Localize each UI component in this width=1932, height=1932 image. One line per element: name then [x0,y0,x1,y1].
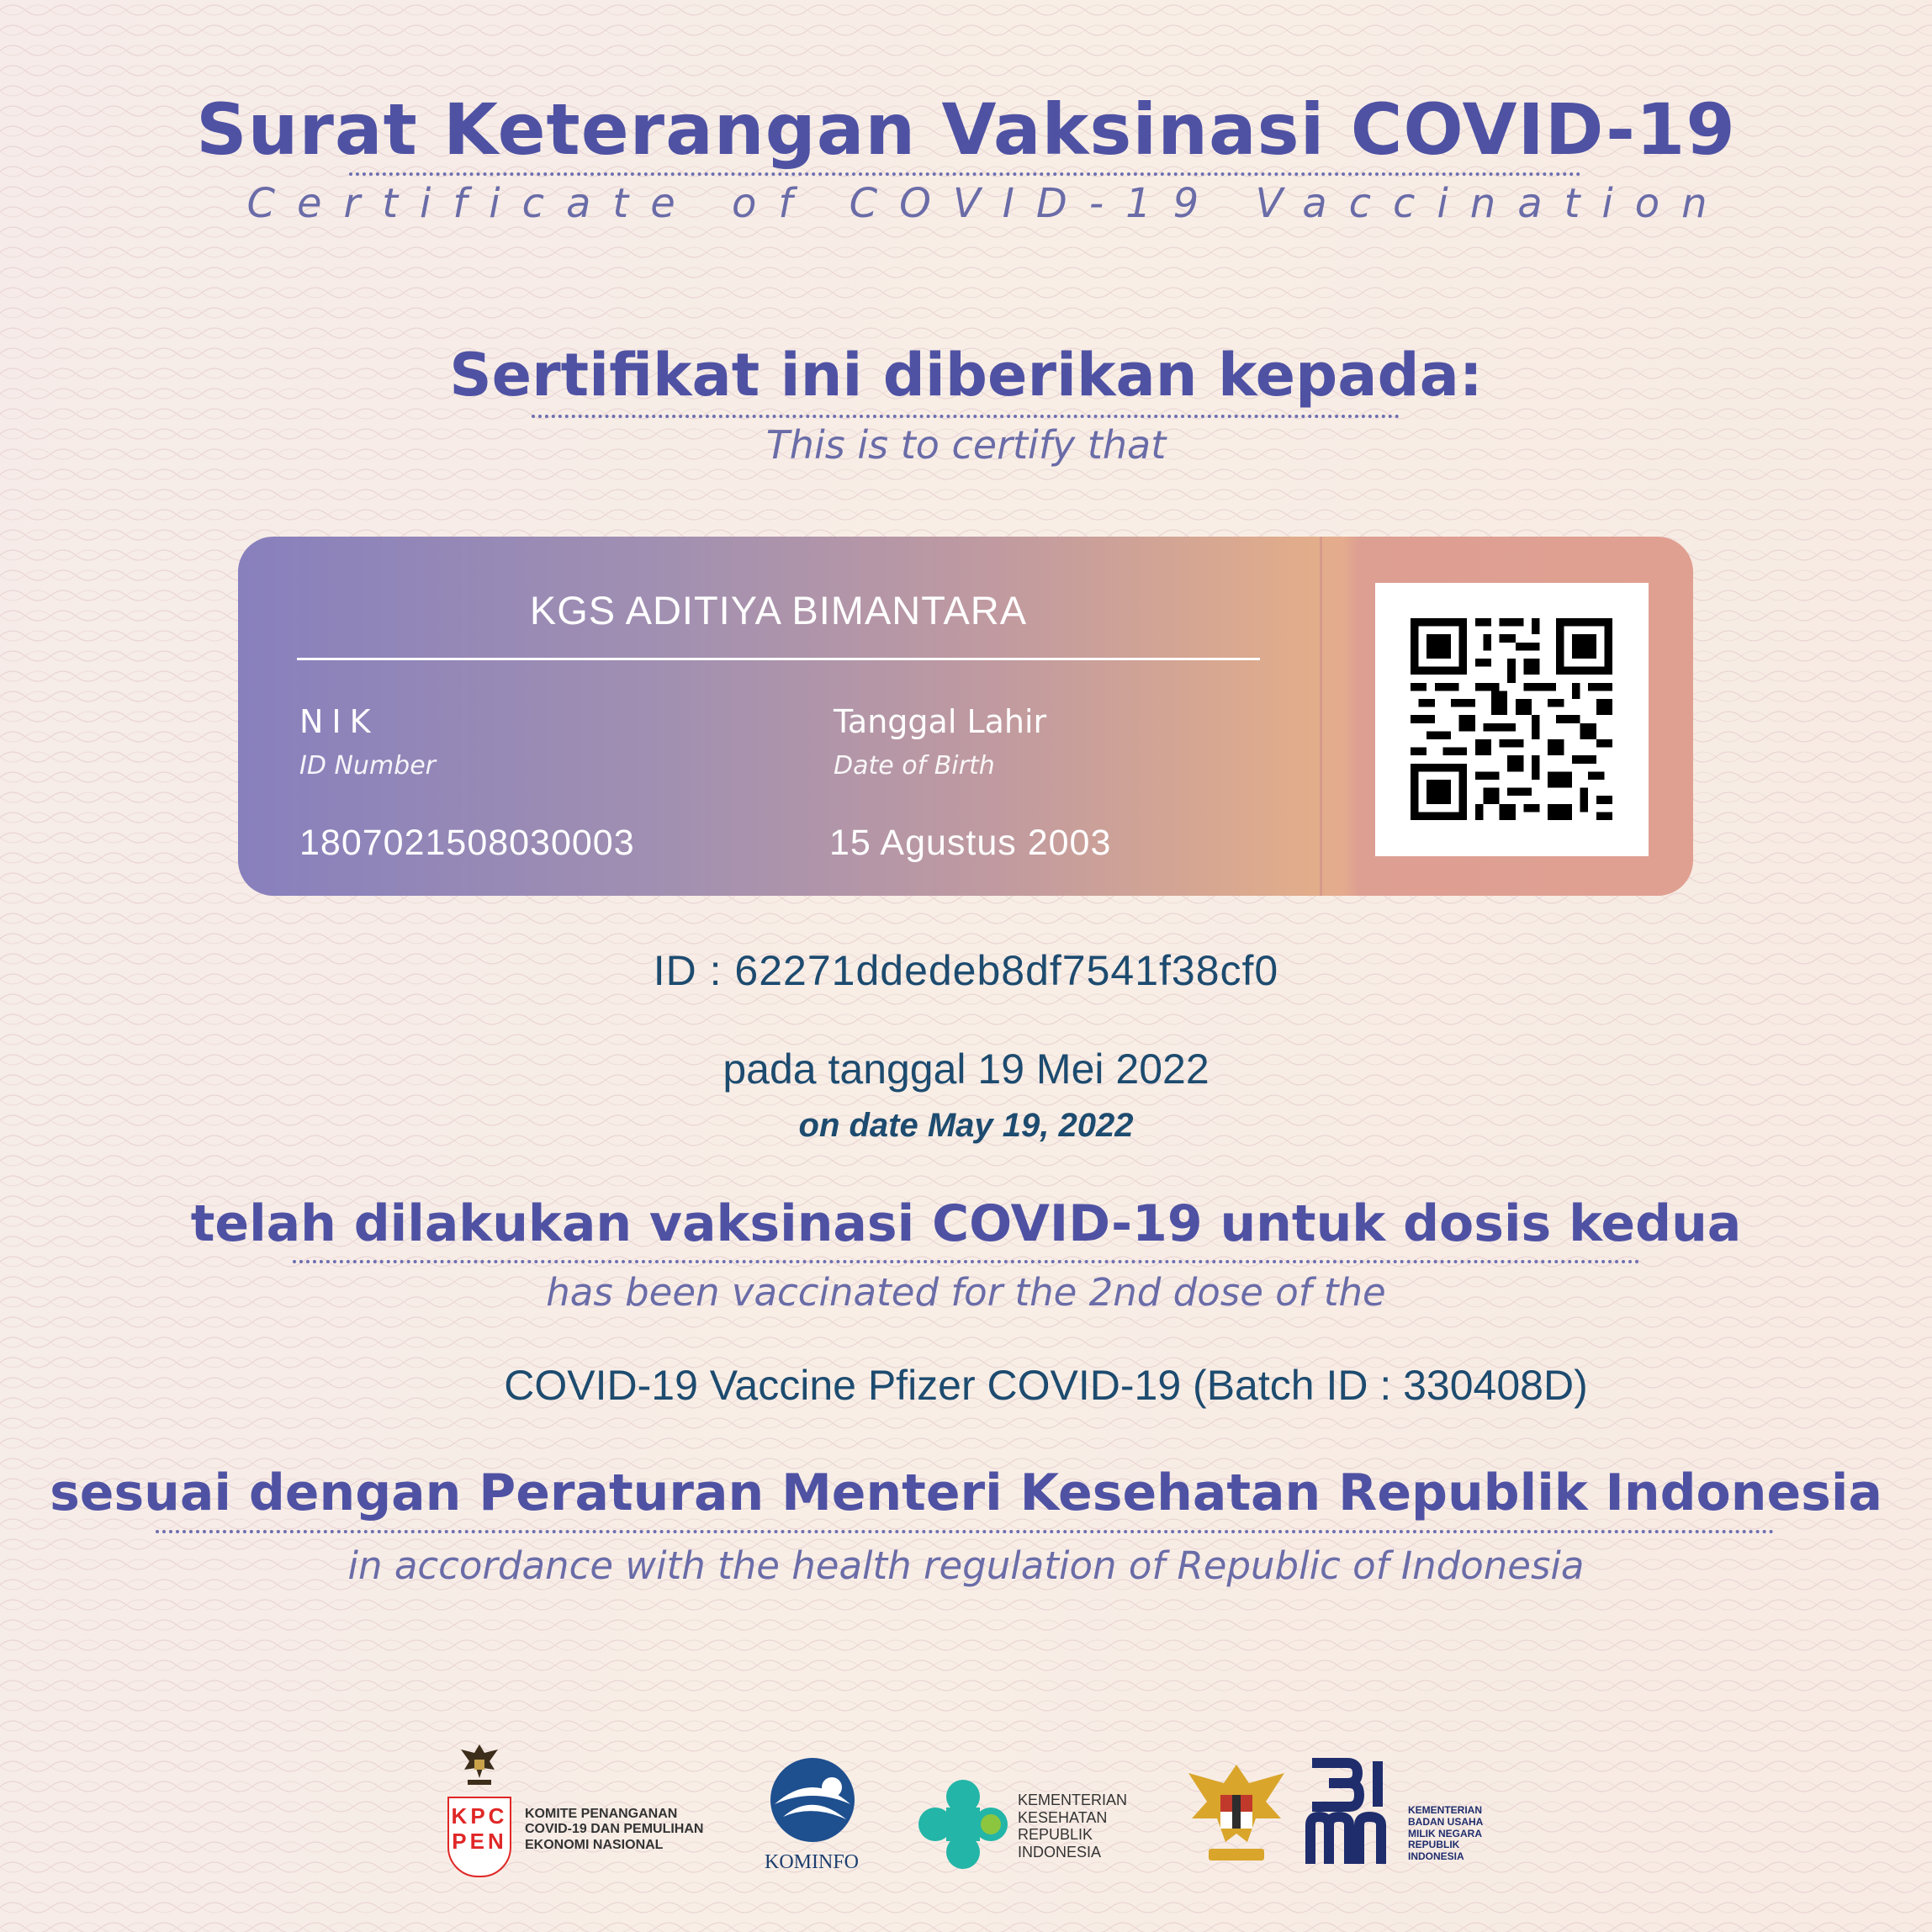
dob-label: Tanggal Lahir [834,703,1047,740]
dose-statement: telah dilakukan vaksinasi COVID-19 untuk dosis kedua [190,1194,1742,1253]
bumn-line5: INDONESIA [1408,1850,1464,1863]
certify-heading: Sertifikat ini diberikan kepada: [449,341,1483,410]
card-divider [1320,537,1322,896]
garuda-emblem-icon [1182,1758,1291,1871]
kpcpen-mark: KPC PEN [447,1797,511,1877]
holder-card [238,537,1693,896]
certify-heading-en: This is to certify that [765,422,1167,468]
kpcpen-line2: COVID-19 DAN PEMULIHAN [525,1822,704,1837]
qr-code[interactable] [1375,583,1649,856]
kpcpen-line3: EKONOMI NASIONAL [525,1837,664,1852]
holder-name-divider [297,658,1260,660]
kpcpen-line1: KOMITE PENANGANAN [525,1807,678,1821]
qr-code-icon [1411,618,1612,820]
bumn-line2: BADAN USAHA [1408,1815,1484,1828]
bumn-mark-icon [1305,1758,1398,1867]
kemenkes-line2: KESEHATAN [1018,1808,1108,1826]
certificate-title: Surat Keterangan Vaksinasi COVID-19 [196,88,1736,171]
certify-divider [532,415,1400,418]
dose-divider [293,1260,1640,1263]
kominfo-logo [753,1754,871,1880]
kemenkes-icon [917,1778,1009,1871]
regulation-statement-en: in accordance with the health regulation of Republic of Indonesia [347,1543,1585,1588]
nik-value: 1807021508030003 [299,823,635,863]
kominfo-label: KOMINFO [764,1851,859,1873]
vaccine-info: COVID-19 Vaccine Pfizer COVID-19 (Batch ID : 330408D) [504,1362,1588,1409]
vaccination-date-en: on date May 19, 2022 [798,1107,1134,1144]
kemenkes-line3: REPUBLIK [1018,1826,1093,1844]
kemenkes-line4: INDONESIA [1018,1844,1102,1861]
dob-sublabel: Date of Birth [834,751,995,781]
nik-sublabel: ID Number [299,751,436,781]
dose-statement-en: has been vaccinated for the 2nd dose of the [546,1270,1386,1315]
bumn-line1: KEMENTERIAN [1408,1804,1483,1816]
bumn-line4: REPUBLIK [1408,1839,1460,1851]
kemenkes-logo [917,1775,1127,1876]
certificate-subtitle: Certificate of COVID-19 Vaccination [246,180,1729,227]
kominfo-icon [766,1754,859,1846]
kpcpen-logo [446,1741,715,1876]
nik-label: NIK [299,703,379,740]
dob-value: 15 Agustus 2003 [829,823,1112,863]
holder-name: KGS ADITIYA BIMANTARA [529,588,1028,633]
vaccination-date: pada tanggal 19 Mei 2022 [723,1045,1209,1093]
bumn-line3: MILIK NEGARA [1408,1827,1482,1839]
garuda-small-icon [456,1741,503,1792]
title-divider [349,172,1581,176]
kemenkes-line1: KEMENTERIAN [1018,1792,1128,1808]
regulation-statement: sesuai dengan Peraturan Menteri Kesehatan Republik Indonesia [50,1464,1882,1522]
certificate-id: ID : 62271ddedeb8df7541f38cf0 [653,947,1279,994]
bumn-logo [1305,1758,1516,1876]
regulation-divider [156,1530,1775,1533]
